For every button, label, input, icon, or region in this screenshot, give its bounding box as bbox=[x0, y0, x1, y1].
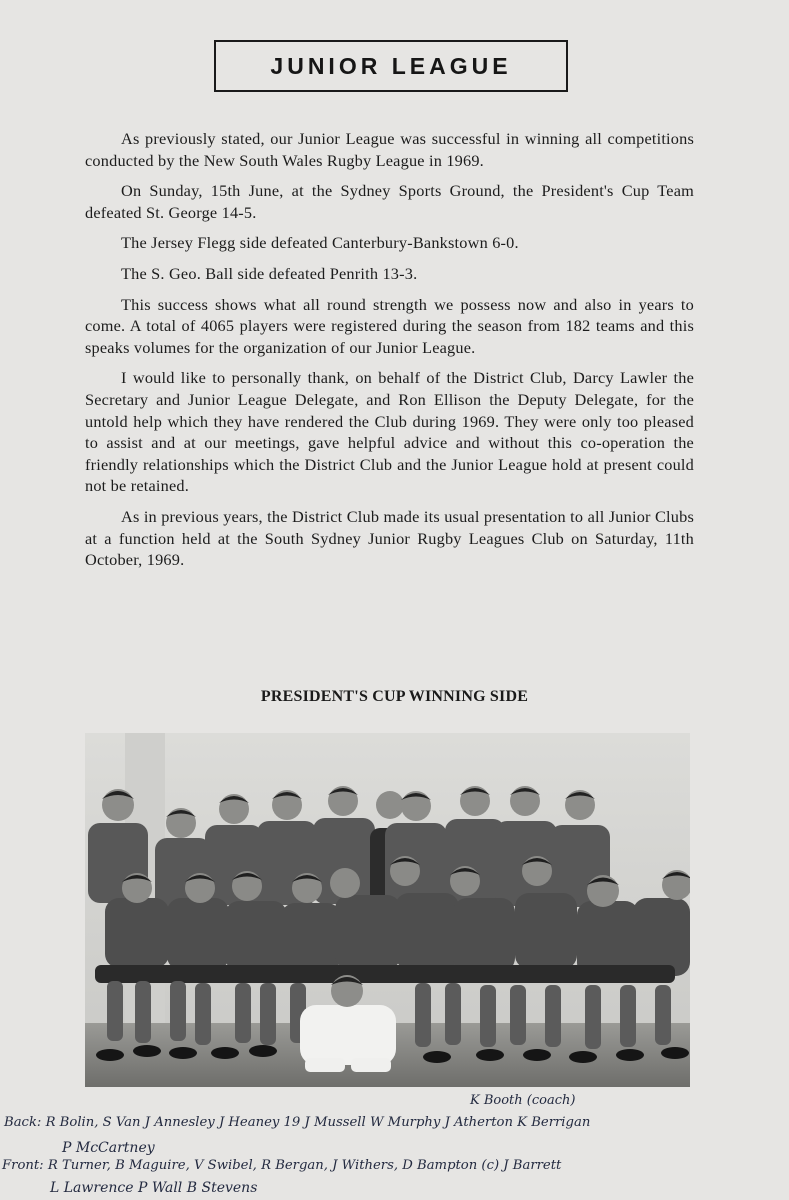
paragraph-1: As previously stated, our Junior League was successful in winning all competitions conducted by the New South Wales Rugby League in 1969. bbox=[85, 129, 694, 170]
handwritten-back-row-line2: P McCartney bbox=[62, 1140, 155, 1156]
paragraph-2: On Sunday, 15th June, at the Sydney Sports Ground, the President's Cup Team defeated St. George 14-5. bbox=[85, 181, 694, 222]
paragraph-7: As in previous years, the District Club made its usual presentation to all Junior Clubs at a function held at the South Sydney Junior Rugby Leagues Club on Saturday, 11th October, 1969. bbox=[85, 506, 694, 570]
handwritten-front-row-line1: Front: R Turner, B Maguire, V Swibel, R Bergan, J Withers, D Bampton (c) J Barrett bbox=[2, 1158, 562, 1173]
title-box bbox=[214, 40, 568, 92]
page-title: JUNIOR LEAGUE bbox=[270, 52, 512, 79]
handwritten-coach-note: K Booth (coach) bbox=[470, 1093, 576, 1108]
handwritten-front-row-line2: L Lawrence P Wall B Stevens bbox=[50, 1180, 258, 1196]
paragraph-6: I would like to personally thank, on behalf of the District Club, Darcy Lawler the Secretary and Junior League Delegate, and Ron Ellison the Deputy Delegate, for the untold help which they have rendered the Club during 1969. They were only too pleased to assist and at our meetings, gave helpful advice and without this co-operation the friendly relationships which the District Club and the Junior League hold at present could not be retained. bbox=[85, 368, 694, 496]
team-photo bbox=[85, 733, 690, 1087]
team-photo-illustration bbox=[85, 733, 690, 1087]
paragraph-3: The Jersey Flegg side defeated Canterbury-Bankstown 6-0. bbox=[121, 233, 519, 253]
paragraph-5: This success shows what all round strength we possess now and also in years to come. A total of 4065 players were registered during the season from 182 teams and this speaks volumes for the organization of our Junior League. bbox=[85, 294, 694, 357]
paragraph-4: The S. Geo. Ball side defeated Penrith 13-3. bbox=[121, 263, 418, 283]
handwritten-back-row-line1: Back: R Bolin, S Van J Annesley J Heaney 19 J Mussell W Murphy J Atherton K Berrigan bbox=[4, 1115, 591, 1130]
photo-caption: PRESIDENT'S CUP WINNING SIDE bbox=[260, 688, 529, 705]
article-body bbox=[85, 128, 694, 580]
